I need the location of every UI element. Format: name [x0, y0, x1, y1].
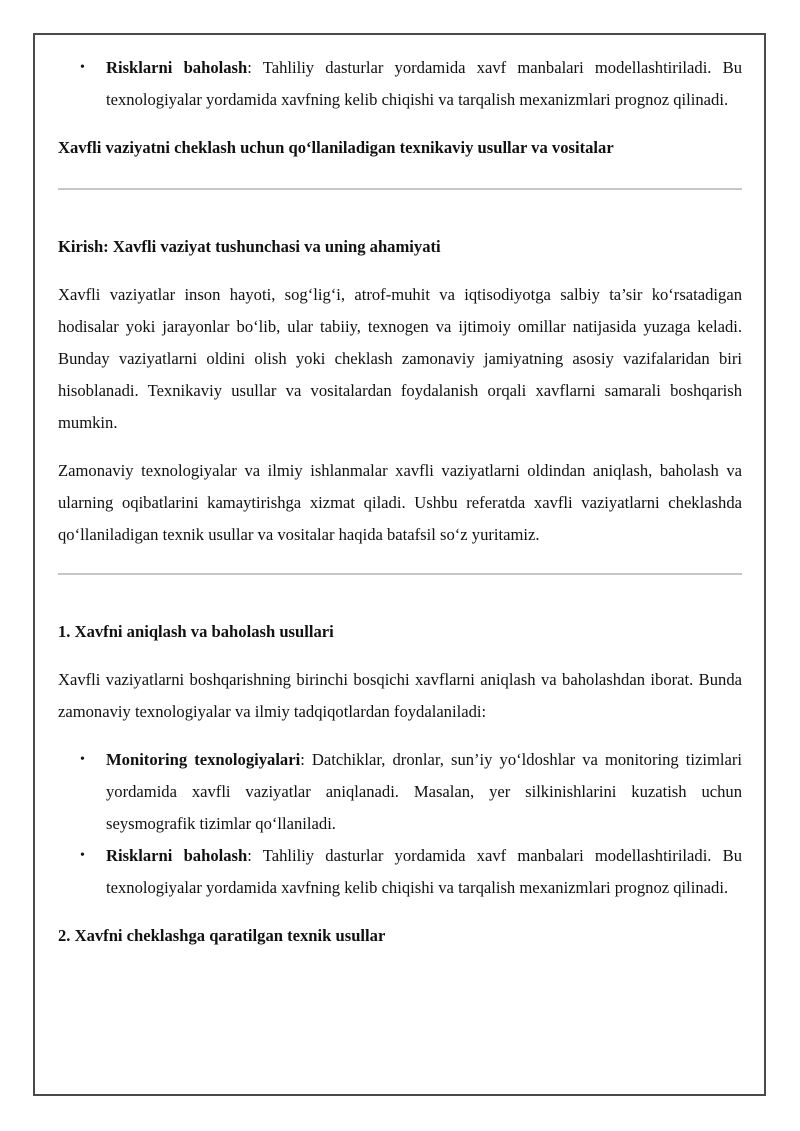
section1-bullet-list — [58, 744, 742, 904]
list-item-term: Monitoring texnologiyalari — [106, 750, 301, 769]
document-content — [58, 52, 742, 952]
bullet-icon: • — [80, 60, 85, 75]
list-item — [58, 744, 742, 840]
list-item-text: : Tahliliy dasturlar yordamida xavf manbalari modellashtiriladi. Bu texnologiyalar yordamida xavfning kelib chiqishi va tarqalish mexanizmlari prognoz qilinadi. — [106, 58, 743, 109]
list-item-text: : Datchiklar, dronlar, sun’iy yo‘ldoshlar va monitoring tizimlari yordamida xavfli vaziyatlar aniqlanadi. Masalan, yer silkinishlarini kuzatish uchun seysmografik tizimlar qo‘llaniladi. — [106, 750, 742, 833]
intro-paragraph-1: Xavfli vaziyatlar inson hayoti, sog‘lig‘i, atrof-muhit va iqtisodiyotga salbiy ta’sir ko‘rsatadigan hodisalar yoki jarayonlar bo‘lib, ular tabiiy, texnogen va ijtimoiy omillar natijasida yuzaga keladi. Bunday vaziyatlarni oldini olish yoki cheklash zamonaviy jamiyatning asosiy vazifalaridan biri hisoblanadi. Texnikaviy usullar va vositalardan foydalanish orqali xavflarni samarali boshqarish mumkin. — [58, 285, 742, 432]
section1-paragraph: Xavfli vaziyatlarni boshqarishning birinchi bosqichi xavflarni aniqlash va baholashdan iborat. Bunda zamonaviy texnologiyalar va ilmiy tadqiqotlardan foydalaniladi: — [58, 670, 742, 721]
section2-heading: 2. Xavfni cheklashga qaratilgan texnik usullar — [58, 926, 386, 945]
top-bullet-list — [58, 52, 742, 116]
bullet-icon: • — [80, 752, 85, 767]
horizontal-rule — [58, 573, 742, 575]
section1-heading: 1. Xavfni aniqlash va baholash usullari — [58, 622, 334, 641]
intro-paragraph-2: Zamonaviy texnologiyalar va ilmiy ishlanmalar xavfli vaziyatlarni oldindan aniqlash, baholash va ularning oqibatlarini kamaytirishga xizmat qiladi. Ushbu referatda xavfli vaziyatlarni cheklashda qo‘llaniladigan texnik usullar va vositalar haqida batafsil so‘z yuritamiz. — [58, 461, 742, 544]
bullet-icon: • — [80, 848, 85, 863]
list-item-text: : Tahliliy dasturlar yordamida xavf manbalari modellashtiriladi. Bu texnologiyalar yordamida xavfning kelib chiqishi va tarqalish mexanizmlari prognoz qilinadi. — [106, 846, 743, 897]
list-item-term: Risklarni baholash — [106, 846, 248, 865]
list-item-term: Risklarni baholash — [106, 58, 248, 77]
list-item — [58, 840, 742, 904]
list-item — [58, 52, 742, 116]
horizontal-rule — [58, 188, 742, 190]
intro-heading: Kirish: Xavfli vaziyat tushunchasi va uning ahamiyati — [58, 237, 441, 256]
document-title: Xavfli vaziyatni cheklash uchun qo‘llaniladigan texnikaviy usullar va vositalar — [58, 138, 614, 157]
